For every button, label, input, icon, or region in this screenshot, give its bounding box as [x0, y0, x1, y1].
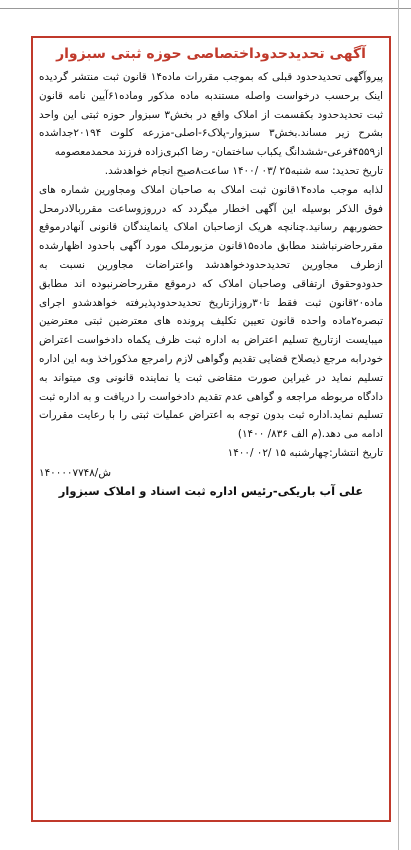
notice-signature: علی آب باریکی-رئیس اداره ثبت اسناد و املاک سبزوار: [58, 483, 364, 498]
top-rule: [0, 0, 411, 9]
notice-body: [39, 68, 383, 463]
notice-paragraph-legal: لذابه موجب ماده۱۴قانون ثبت املاک به صاحبان املاک ومجاورین شماره های فوق الذکر بوسیله این آگهی اخطار میگردد که درروزوساعت مقرربالادرمحل حضوربهم رسانید.چنانچه هریک ازصاحبان املاک یانمایندگان قانونی آنهادرموقع مقررحاضرنباشند مطابق ماده۱۵قانون مزبورملک مورد آگهی باحدود اظهارشده ازطرف مجاورین تحدیدحدودخواهدشد واعتراضات مجاورین نسبت به حدودوحقوق ارتفاقی وصاحبان املاک که درموقع مقررحاضرنبوده اند مطابق ماده۲۰قانون ثبت فقط تا۳۰روزازتاریخ تحدیدحدودپذیرفته خواهدشدو اجرای تبصره۲ماده واحده قانون تعیین تکلیف پرونده های معترضین ثبتی معترضین میبایست ازتاریخ تسلیم اعتراض به اداره ثبت ظرف یکماه دادخواست اعتراض خودرابه مرجع ذیصلاح قضایی تقدیم وگواهی لازم رامرجع مذکوراخذ وبه این اداره تسلیم نماید در غیراین صورت متقاضی ثبت یا نماینده قانونی وی میتواند به دادگاه مربوطه مراجعه و گواهی عدم تقدیم دادخواست را دریافت و به اداره ثبت تسلیم نماید.اداره ثبت بدون توجه به اعتراض عملیات ثبتی را با رعایت مقررات ادامه می دهد.(م الف ۸۳۶/ ۱۴۰۰): [39, 183, 383, 441]
notice-reference-number: ۱۴۰۰۰۰۷۷۴۸/ش: [39, 466, 111, 479]
notice-title: آگهی تحدیدحدوداختصاصی حوزه ثبتی سبزوار: [56, 46, 366, 62]
notice-publish-date: تاریخ انتشار:چهارشنبه ۱۵ /۰۲ /۱۴۰۰: [227, 446, 383, 459]
notice-frame: [31, 36, 391, 822]
notice-paragraph-intro: پیروآگهی تحدیدحدود قبلی که بموجب مقررات ماده۱۴ قانون ثبت منتشر گردیده اینک برحسب درخواست واصله مستندبه ماده مذکور وماده۶۱آیین نامه قانون ثبت تحدیدحدود بکقسمت از املاک واقع در بخش۳ سبزوار حوزه ثبتی این واحد بشرح زیر مساند.بخش۳ سبزوار-پلاک۶-اصلی-مزرعه کلوت ۲۰۱۹۴جداشده از۴۵۵۹فرعی-ششدانگ یکباب ساختمان- رضا اکبری‌زاده فرزند محمدمعصومه: [39, 71, 384, 159]
page-edge-line: [398, 0, 399, 850]
notice-paragraph-date: تاریخ تحدید: سه شنبه۲۵ /۰۳ /۱۴۰۰ ساعت۸صبح انجام خواهدشد.: [104, 164, 383, 177]
